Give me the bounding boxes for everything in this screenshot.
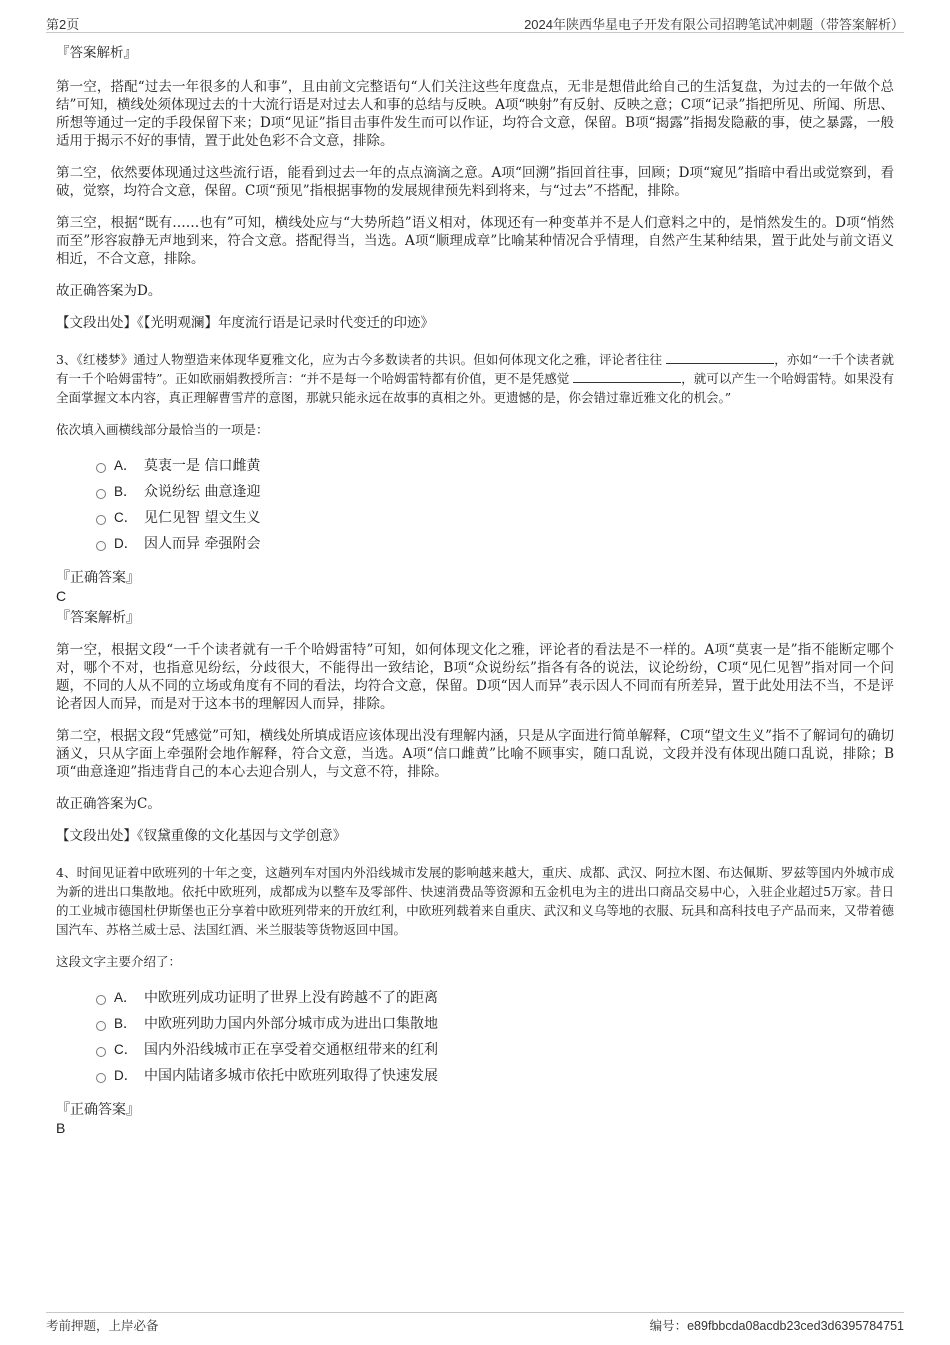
radio-icon[interactable]	[96, 541, 106, 551]
radio-icon[interactable]	[96, 1047, 106, 1057]
q4-option-c[interactable]: C． 国内外沿线城市正在享受着交通枢纽带来的红利	[96, 1041, 894, 1067]
q3-analysis-label: 『答案解析』	[56, 610, 140, 626]
radio-icon[interactable]	[96, 1073, 106, 1083]
q4-prompt: 这段文字主要介绍了：	[56, 954, 182, 969]
document-body	[56, 44, 894, 1141]
document-id: 编号：e89fbbcda08acdb23ced3d6395784751	[649, 1319, 904, 1333]
q3-analysis-paragraph-1: 第一空，根据文段“一千个读者就有一千个哈姆雷特”可知，如何体现文化之雅，评论者的看法是不一样的。A项“莫衷一是”指不能断定哪个对，哪个不对，也指意见纷纭，分歧很大，不能得出一致结论，B项“众说纷纭”指各有各的说法，议论纷纷，C项“见仁见智”指对同一个问题，不同的人从不同的立场或角度有不同的看法，均符合文意，保留。D项“因人而异”表示因人不同而有所差异，置于此处用法不当，不是评论者因人而异，而是对于这本书的理解因人而异，排除。	[56, 642, 894, 712]
q4-option-b[interactable]: B． 中欧班列助力国内外部分城市成为进出口集散地	[96, 1015, 894, 1041]
q3-analysis-paragraph-2: 第二空，根据文段“凭感觉”可知，横线处所填成语应该体现出没有理解内涵，只是从字面进行简单解释，C项“望文生义”指不了解词句的确切涵义，只从字面上牵强附会地作解释，符合文意，当选。A项“信口雌黄”比喻不顾事实，随口乱说，文段并没有体现出随口乱说，排除；B项“曲意逢迎”指违背自己的本心去迎合别人，与文意不符，排除。	[56, 728, 894, 780]
blank-line-1	[666, 351, 774, 364]
radio-icon[interactable]	[96, 995, 106, 1005]
q3-option-a[interactable]: A． 莫衷一是 信口雌黄	[96, 457, 894, 483]
radio-icon[interactable]	[96, 463, 106, 473]
q3-prompt: 依次填入画横线部分最恰当的一项是：	[56, 422, 269, 437]
page-footer	[46, 1312, 904, 1333]
q3-option-c[interactable]: C． 见仁见智 望文生义	[96, 509, 894, 535]
q4-answer: B	[56, 1120, 66, 1136]
q2-analysis-paragraph-1: 第一空，搭配“过去一年很多的人和事”，且由前文完整语句“人们关注这些年度盘点，无非是想借此给自己的生活复盘，为过去的一年做个总结”可知，横线处须体现过去的十大流行语是对过去人和事的总结与反映。A项“映射”有反射、反映之意；C项“记录”指把所见、所闻、所思、所想等通过一定的手段保留下来；D项“见证”指目击事件发生而可以作证，均符合文意，保留。B项“揭露”指揭发隐蔽的事，使之暴露，一般适用于揭示不好的事情，置于此处色彩不合文意，排除。	[56, 79, 894, 149]
q3-source: 【文段出处】《钗黛重像的文化基因与文学创意》	[56, 828, 347, 844]
page-header	[46, 12, 904, 33]
radio-icon[interactable]	[96, 489, 106, 499]
q2-conclusion: 故正确答案为D。	[56, 283, 162, 299]
q3-option-b[interactable]: B． 众说纷纭 曲意逢迎	[96, 483, 894, 509]
q3-option-d[interactable]: D． 因人而异 牵强附会	[96, 535, 894, 561]
q4-question-text: 4、时间见证着中欧班列的十年之变，这趟列车对国内外沿线城市发展的影响越来越大，重庆、成都、武汉、阿拉木图、布达佩斯、罗兹等国内外城市成为新的进出口集散地。依托中欧班列，成都成为以整车及零部件、快速消费品等资源和五金机电为主的进出口商品交易中心，入驻企业超过5万家。昔日的工业城市德国杜伊斯堡也正分享着中欧班列带来的开放红利，中欧班列载着来自重庆、武汉和义乌等地的衣服、玩具和高科技电子产品而来，又带着德国汽车、苏格兰威士忌、法国红酒、米兰服装等货物返回中国。	[56, 865, 894, 937]
q4-options	[96, 989, 894, 1093]
q4-option-d[interactable]: D． 中国内陆诸多城市依托中欧班列取得了快速发展	[96, 1067, 894, 1093]
q2-analysis-paragraph-2: 第二空，依然要体现通过这些流行语，能看到过去一年的点点滴滴之意。A项“回溯”指回首往事，回顾；D项“窥见”指暗中看出或觉察到，看破，觉察，均符合文意，保留。C项“预见”指根据事物的发展规律预先料到将来，与“过去”不搭配，排除。	[56, 165, 894, 199]
analysis-label: 『答案解析』	[56, 45, 137, 61]
q3-question-text: 3、《红楼梦》通过人物塑造来体现华夏雅文化，应为古今多数读者的共识。但如何体现文化之雅，评论者往往 ，亦如“一千个读者就有一千个哈姆雷特”。正如欧丽娟教授所言：“并不是每一个哈姆雷特都有价值，更不是凭感觉 ，就可以产生一个哈姆雷特。如果没有全面掌握文本内容，真正理解曹雪芹的意图，那就只能永远在故事的真相之外。更遗憾的是，你会错过靠近雅文化的机会。”	[56, 352, 894, 405]
radio-icon[interactable]	[96, 515, 106, 525]
q4-option-a[interactable]: A． 中欧班列成功证明了世界上没有跨越不了的距离	[96, 989, 894, 1015]
q3-answer-label: 『正确答案』	[56, 570, 140, 586]
q2-analysis-paragraph-3: 第三空，根据“既有……也有”可知，横线处应与“大势所趋”语义相对，体现还有一种变革并不是人们意料之中的，是悄然发生的。D项“悄然而至”形容寂静无声地到来，符合文意。搭配得当，当选。A项“顺理成章”比喻某种情况合乎情理，自然产生某种结果，置于此处与前文语义相近，不合文意，排除。	[56, 215, 894, 267]
document-title: 2024年陕西华星电子开发有限公司招聘笔试冲刺题（带答案解析）	[524, 17, 904, 32]
blank-line-2	[573, 370, 681, 383]
q3-conclusion: 故正确答案为C。	[56, 796, 161, 812]
q3-options	[96, 457, 894, 561]
q4-answer-label: 『正确答案』	[56, 1102, 140, 1118]
q2-source: 【文段出处】《【光明观澜】年度流行语是记录时代变迁的印迹》	[56, 315, 434, 331]
footer-slogan: 考前押题，上岸必备	[46, 1319, 159, 1333]
radio-icon[interactable]	[96, 1021, 106, 1031]
page-number: 第2页	[46, 17, 80, 32]
q3-answer: C	[56, 588, 67, 604]
